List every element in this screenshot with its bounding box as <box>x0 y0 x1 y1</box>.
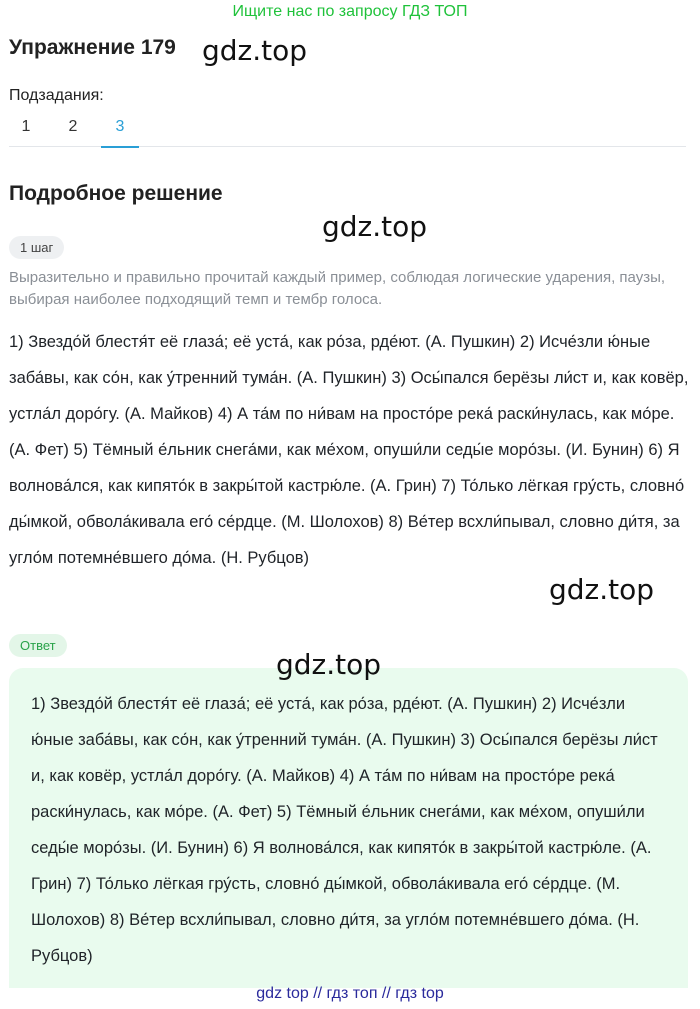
answer-box <box>9 668 688 988</box>
tab-1[interactable]: 1 <box>21 118 31 135</box>
watermark: gdz.top <box>276 648 382 681</box>
tab-3[interactable]: 3 <box>101 118 139 136</box>
section-title: Подробное решение <box>9 182 223 205</box>
solution-text: 1) Звездо́й блестя́т её глаза́; её уста́, как ро́за, рде́ют. (А. Пушкин) 2) Исче́зли ю́ные заба́вы, как со́н, как у́тренний тума́н. (А. Пушкин) 3) Осы́пался берёзы ли́ст и, как ковёр, устла́л доро́гу. (А. Майков) 4) А та́м по ни́вам на просто́ре река́ раски́нулась, как мо́ре. (А. Фет) 5) Тёмный е́льник снега́ми, как ме́хом, опуши́ли седы́е моро́зы. (И. Бунин) 6) Я волнова́лся, как кипято́к в закры́той кастрю́ле. (А. Грин) 7) То́лько лёгкая гру́сть, словно́ ды́мкой, обвола́кивала его́ се́рдце. (М. Шолохов) 8) Ве́тер всхли́пывал, словно ди́тя, за угло́м потемне́вшего до́ма. (Н. Рубцов) <box>9 333 689 567</box>
watermark: gdz.top <box>202 34 308 67</box>
watermark: gdz.top <box>549 573 655 606</box>
watermark: gdz.top <box>322 210 428 243</box>
footer-links: gdz top // гдз топ // гдз top <box>256 985 444 1002</box>
top-banner: Ищите нас по запросу ГДЗ ТОП <box>232 3 468 20</box>
subtask-tabs <box>0 112 686 148</box>
task-text: Выразительно и правильно прочитай каждый пример, соблюдая логические ударения, паузы, выбирая наиболее подходящий темп и тембр голоса. <box>9 269 666 308</box>
subtasks-label: Подзадания: <box>9 87 104 104</box>
page-title: Упражнение 179 <box>9 36 176 59</box>
header <box>9 36 176 60</box>
step-badge: 1 шаг <box>9 236 64 259</box>
answer-text: 1) Звездо́й блестя́т её глаза́; её уста́, как ро́за, рде́ют. (А. Пушкин) 2) Исче́зли ю́ные заба́вы, как со́н, как у́тренний тума́н. (А. Пушкин) 3) Осы́пался берёзы ли́ст и, как ковёр, устла́л доро́гу. (А. Майков) 4) А та́м по ни́вам на просто́ре река́ раски́нулась, как мо́ре. (А. Фет) 5) Тёмный е́льник снега́ми, как ме́хом, опуши́ли седы́е моро́зы. (И. Бунин) 6) Я волнова́лся, как кипято́к в закры́той кастрю́ле. (А. Грин) 7) То́лько лёгкая гру́сть, словно́ ды́мкой, обвола́кивала его́ се́рдце. (М. Шолохов) 8) Ве́тер всхли́пывал, словно ди́тя, за угло́м потемне́вшего до́ма. (Н. Рубцов) <box>31 695 658 965</box>
answer-badge: Ответ <box>9 634 67 657</box>
tab-2[interactable]: 2 <box>68 118 78 135</box>
